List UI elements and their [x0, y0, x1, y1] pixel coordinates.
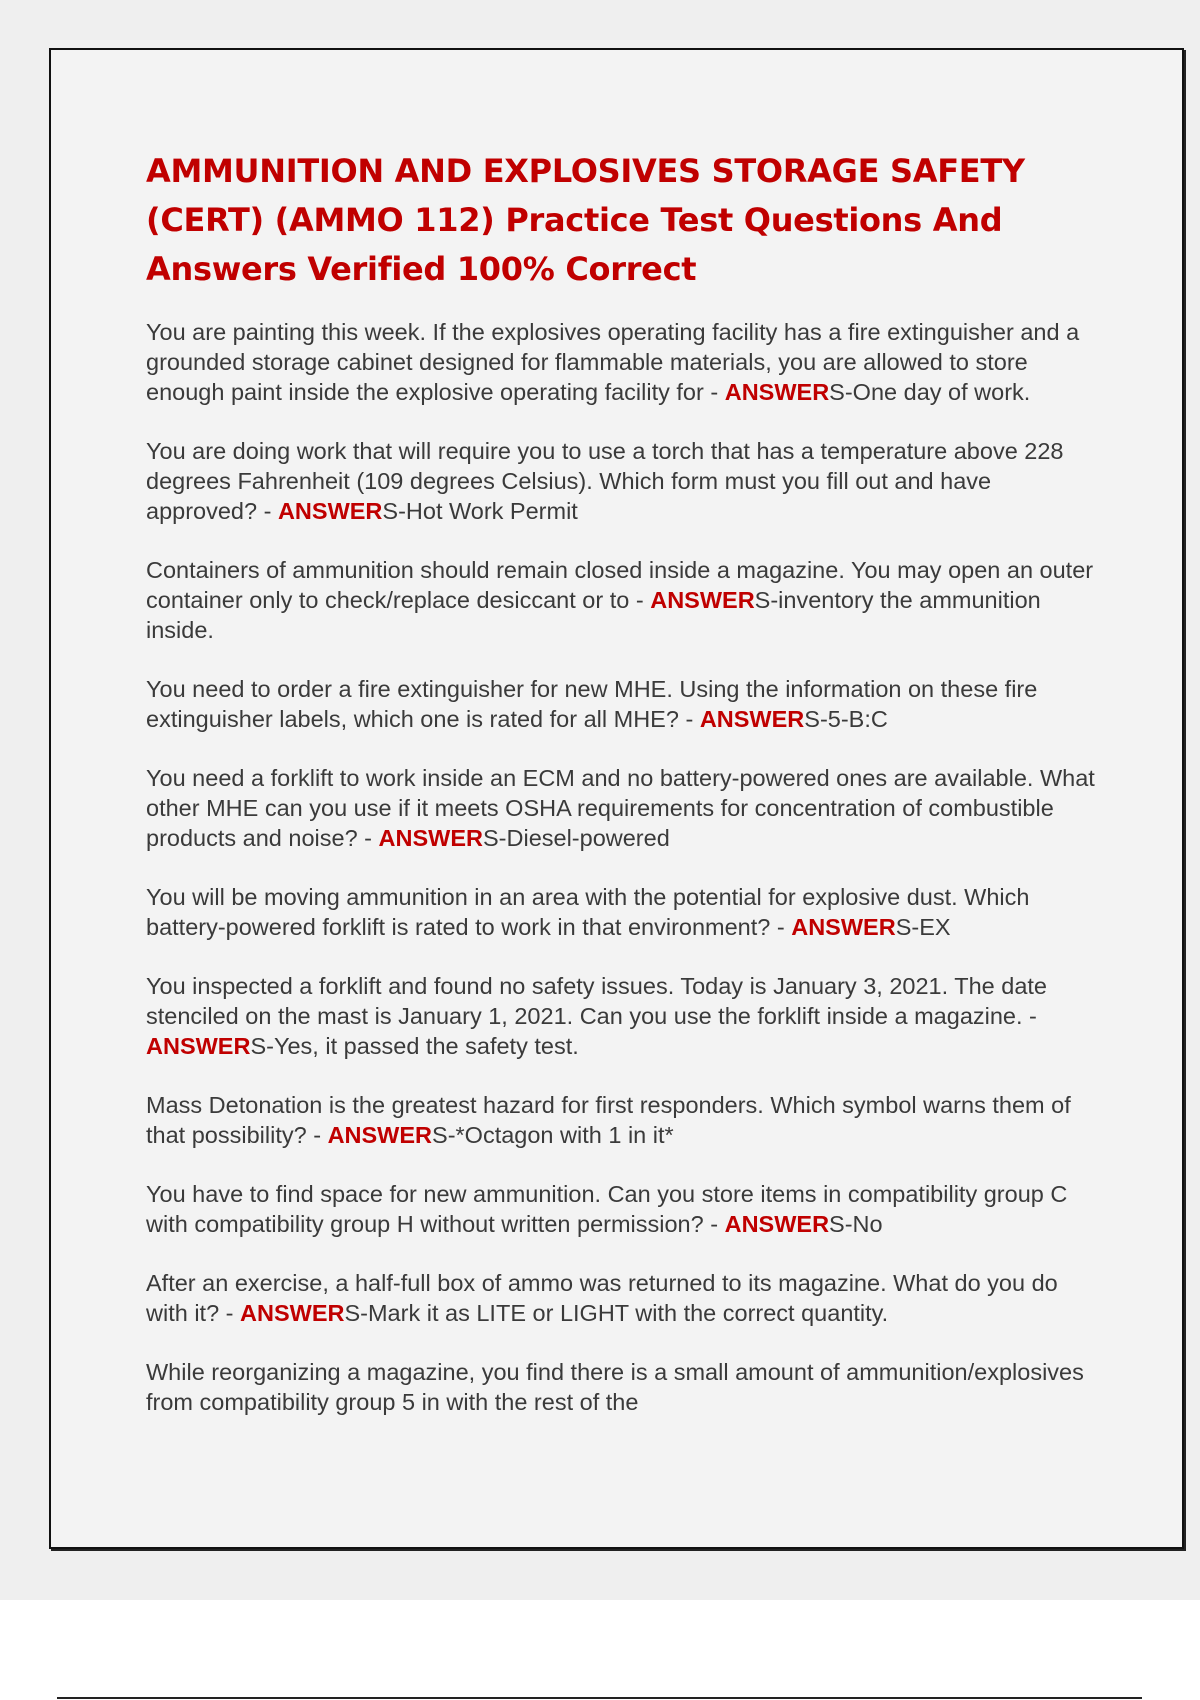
answer-text: S-No — [829, 1211, 883, 1237]
answer-text: S-5-B:C — [804, 706, 888, 732]
qa-item — [146, 674, 1106, 734]
answer-text: S-inventory the ammunition inside. — [146, 587, 1041, 643]
qa-list — [146, 317, 1106, 1446]
qa-item — [146, 1179, 1106, 1239]
answer-text: S-Mark it as LITE or LIGHT with the correct quantity. — [344, 1300, 889, 1326]
question-text: You need a forklift to work inside an ECM and no battery-powered ones are available. What other MHE can you use if it meets OSHA requirements for concentration of combustible products and noise? - — [146, 765, 1095, 851]
question-text: After an exercise, a half-full box of ammo was returned to its magazine. What do you do with it? - — [146, 1270, 1058, 1326]
answer-label: ANSWER — [724, 1211, 830, 1237]
question-text: You need to order a fire extinguisher for new MHE. Using the information on these fire extinguisher labels, which one is rated for all MHE? - — [146, 676, 1038, 732]
answer-label: ANSWER — [240, 1300, 345, 1326]
qa-item — [146, 317, 1106, 407]
answer-text: S-*Octagon with 1 in it* — [432, 1122, 674, 1148]
question-text: You are doing work that will require you to use a torch that has a temperature above 228 degrees Fahrenheit (109 degrees Celsius). Which form must you fill out and have approved? - — [146, 438, 1064, 524]
answer-label: ANSWER — [724, 379, 830, 405]
answer-label: ANSWER — [146, 1033, 251, 1059]
answer-text: S-One day of work. — [829, 379, 1031, 405]
answer-text: S-Hot Work Permit — [382, 498, 578, 524]
qa-item — [146, 882, 1106, 942]
question-text: Mass Detonation is the greatest hazard for first responders. Which symbol warns them of that possibility? - — [146, 1092, 1071, 1148]
answer-text: S-Diesel-powered — [483, 825, 670, 851]
question-text: You will be moving ammunition in an area with the potential for explosive dust. Which battery-powered forklift is rated to work in that environment? - — [146, 884, 1030, 940]
document-page — [49, 48, 1184, 1549]
answer-label: ANSWER — [650, 587, 755, 613]
next-page-rule — [57, 1697, 1142, 1699]
answer-label: ANSWER — [699, 706, 805, 732]
question-text: You are painting this week. If the explosives operating facility has a fire extinguisher and a grounded storage cabinet designed for flammable materials, you are allowed to store enough paint inside the explosive operating facility for - — [146, 319, 1080, 405]
qa-item — [146, 1268, 1106, 1328]
answer-label: ANSWER — [378, 825, 483, 851]
qa-item — [146, 971, 1106, 1061]
question-text: You inspected a forklift and found no safety issues. Today is January 3, 2021. The date stenciled on the mast is January 1, 2021. Can you use the forklift inside a magazine. - — [146, 973, 1047, 1029]
trailing-question: While reorganizing a magazine, you find there is a small amount of ammunition/explosives from compatibility group 5 in with the rest of the — [146, 1359, 1084, 1415]
qa-item — [146, 763, 1106, 853]
answer-label: ANSWER — [791, 914, 896, 940]
answer-label: ANSWER — [327, 1122, 433, 1148]
document-title: AMMUNITION AND EXPLOSIVES STORAGE SAFETY (CERT) (AMMO 112) Practice Test Questions And Answers Verified 100% Correct — [146, 152, 1025, 288]
qa-item — [146, 555, 1106, 645]
qa-item — [146, 1090, 1106, 1150]
answer-label: ANSWER — [277, 498, 383, 524]
answer-text: S-Yes, it passed the safety test. — [250, 1033, 579, 1059]
answer-text: S-EX — [895, 914, 951, 940]
question-text: You have to find space for new ammunition. Can you store items in compatibility group C with compatibility group H without written permission? - — [146, 1181, 1068, 1237]
question-text: Containers of ammunition should remain closed inside a magazine. You may open an outer container only to check/replace desiccant or to - — [146, 557, 1094, 613]
qa-item — [146, 436, 1106, 526]
